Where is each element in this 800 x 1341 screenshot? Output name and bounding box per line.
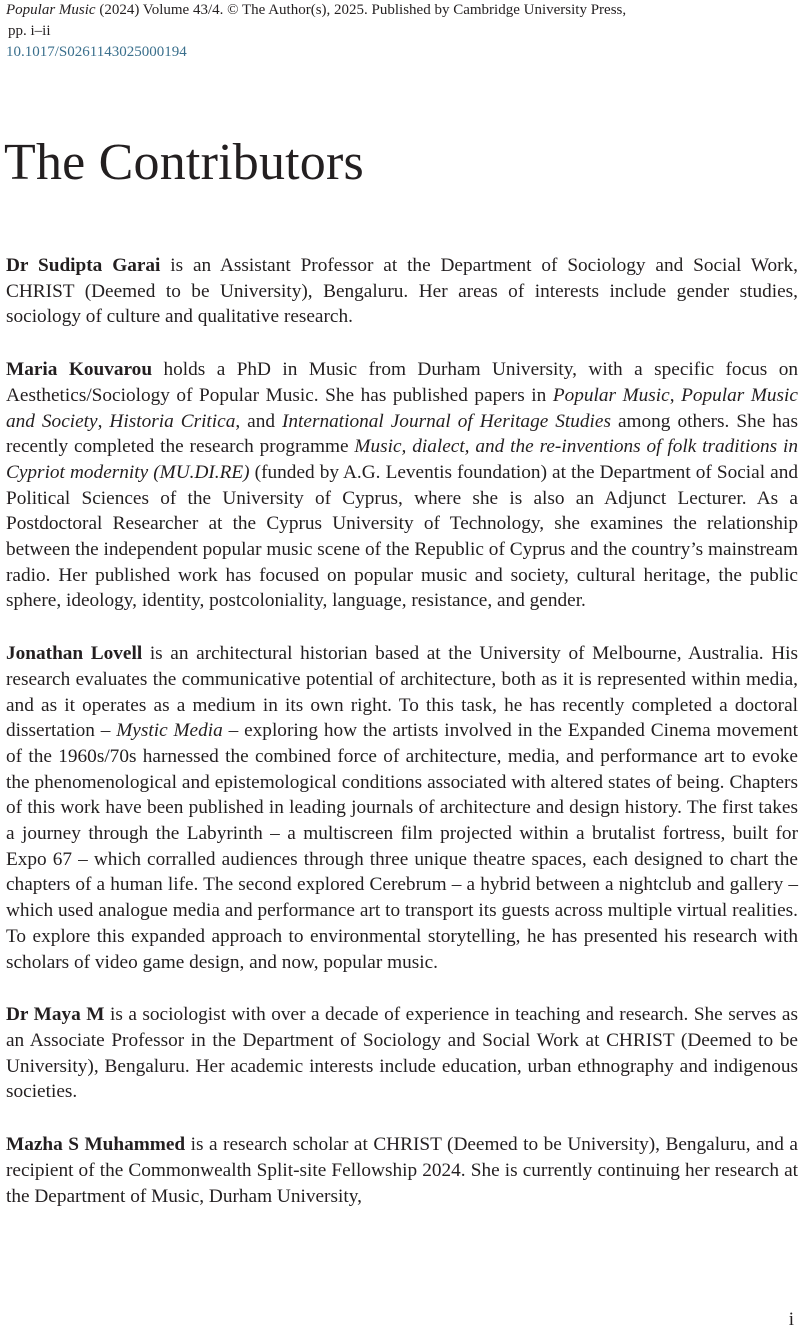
page-title: The Contributors	[4, 134, 364, 191]
contributor-bio	[6, 253, 798, 330]
contributor-bio	[6, 641, 798, 975]
contributor-name: Dr Sudipta Garai	[6, 255, 161, 276]
bio-italic: Popular Music	[552, 384, 670, 406]
bio-text: (funded by A.G. Leventis foundation) at the Department of Social and Political Sciences of the University of Cyprus, where she is also an Adjunct Lecturer. As a Postdoctoral Researcher at the Cyprus University of Technology, she examines the relationship between the independent popular music scene of the Republic of Cyprus and the country’s mainstream radio. Her published work has focused on popular music and society, cultural heritage, the public sphere, ideology, identity, postcoloniality, language, resistance, and gender.	[6, 461, 798, 612]
page-range: pp. i–ii	[8, 23, 51, 39]
contributor-name: Jonathan Lovell	[6, 643, 143, 665]
contributor-list	[6, 253, 798, 1236]
journal-title: Popular Music	[6, 2, 96, 18]
citation-line	[6, 0, 796, 21]
bio-text: ,	[97, 410, 110, 432]
contributor-bio	[6, 1002, 798, 1105]
contributor-bio	[6, 357, 798, 614]
contributor-name: Mazha S Muhammed	[6, 1134, 186, 1156]
bio-text: is an Assistant Professor at the Department of Sociology and Social Work, CHRIST (Deemed to be University), Bengaluru. Her areas of interests include gender studies, sociology of culture and qualitative research.	[6, 255, 798, 328]
doi-link[interactable]: 10.1017/S0261143025000194	[6, 44, 187, 60]
contributor-name: Dr Maya M	[6, 1004, 105, 1026]
bio-italic: Popular Music and Society	[6, 384, 798, 432]
bio-text: is a sociologist with over a decade of experience in teaching and research. She serves as an Associate Professor in the Department of Sociology and Social Work at CHRIST (Deemed to be University), Bengaluru. Her academic interests include education, urban ethnography and indigenous societies.	[6, 1004, 798, 1103]
bio-italic: Music, dialect, and the re-inventions of folk traditions in Cypriot modernity (MU.DI.RE)	[6, 436, 798, 483]
contributor-name: Maria Kouvarou	[6, 359, 153, 381]
page-number: i	[788, 1309, 794, 1330]
bio-text: among others. She has recently completed the research programme	[6, 410, 798, 458]
bio-text: is an architectural historian based at the University of Melbourne, Australia. His research evaluates the communicative potential of architecture, both as it is represented within media, and as it operates as a medium in its own right. To this task, he has recently completed a doctoral dissertation –	[6, 643, 799, 742]
bio-italic: Mystic Media	[116, 720, 223, 742]
contributor-bio	[6, 1132, 798, 1209]
running-header	[6, 0, 796, 63]
citation-text: (2024) Volume 43/4. © The Author(s), 2025. Published by Cambridge University Press,	[99, 2, 627, 18]
bio-text: holds a PhD in Music from Durham University, with a specific focus on Aesthetics/Sociology of Popular Music. She has published papers in	[6, 359, 798, 406]
bio-text: ,	[669, 384, 682, 406]
bio-text: – exploring how the artists involved in the Expanded Cinema movement of the 1960s/70s harnessed the combined force of architecture, media, and performance art to evoke the phenomenological and epistemological conditions associated with altered states of being. Chapters of this work have been published in leading journals of architecture and design history. The first takes a journey through the Labyrinth – a multiscreen film projected within a brutalist fortress, built for Expo 67 – which corralled audiences through three unique theatre spaces, each designed to chart the chapters of a human life. The second explored Cerebrum – a hybrid between a nightclub and gallery – which used analogue media and performance art to transport its guests across multiple virtual realities. To explore this expanded approach to environmental storytelling, he has presented his research with scholars of video game design, and now, popular music.	[6, 720, 798, 973]
bio-italic: International Journal of Heritage Studies	[282, 410, 611, 432]
bio-italic: Historia Critica	[109, 410, 236, 432]
bio-text: , and	[235, 410, 282, 432]
bio-text: is a research scholar at CHRIST (Deemed to be University), Bengaluru, and a recipient of the Commonwealth Split-site Fellowship 2024. She is currently continuing her research at the Department of Music, Durham University,	[6, 1134, 798, 1207]
